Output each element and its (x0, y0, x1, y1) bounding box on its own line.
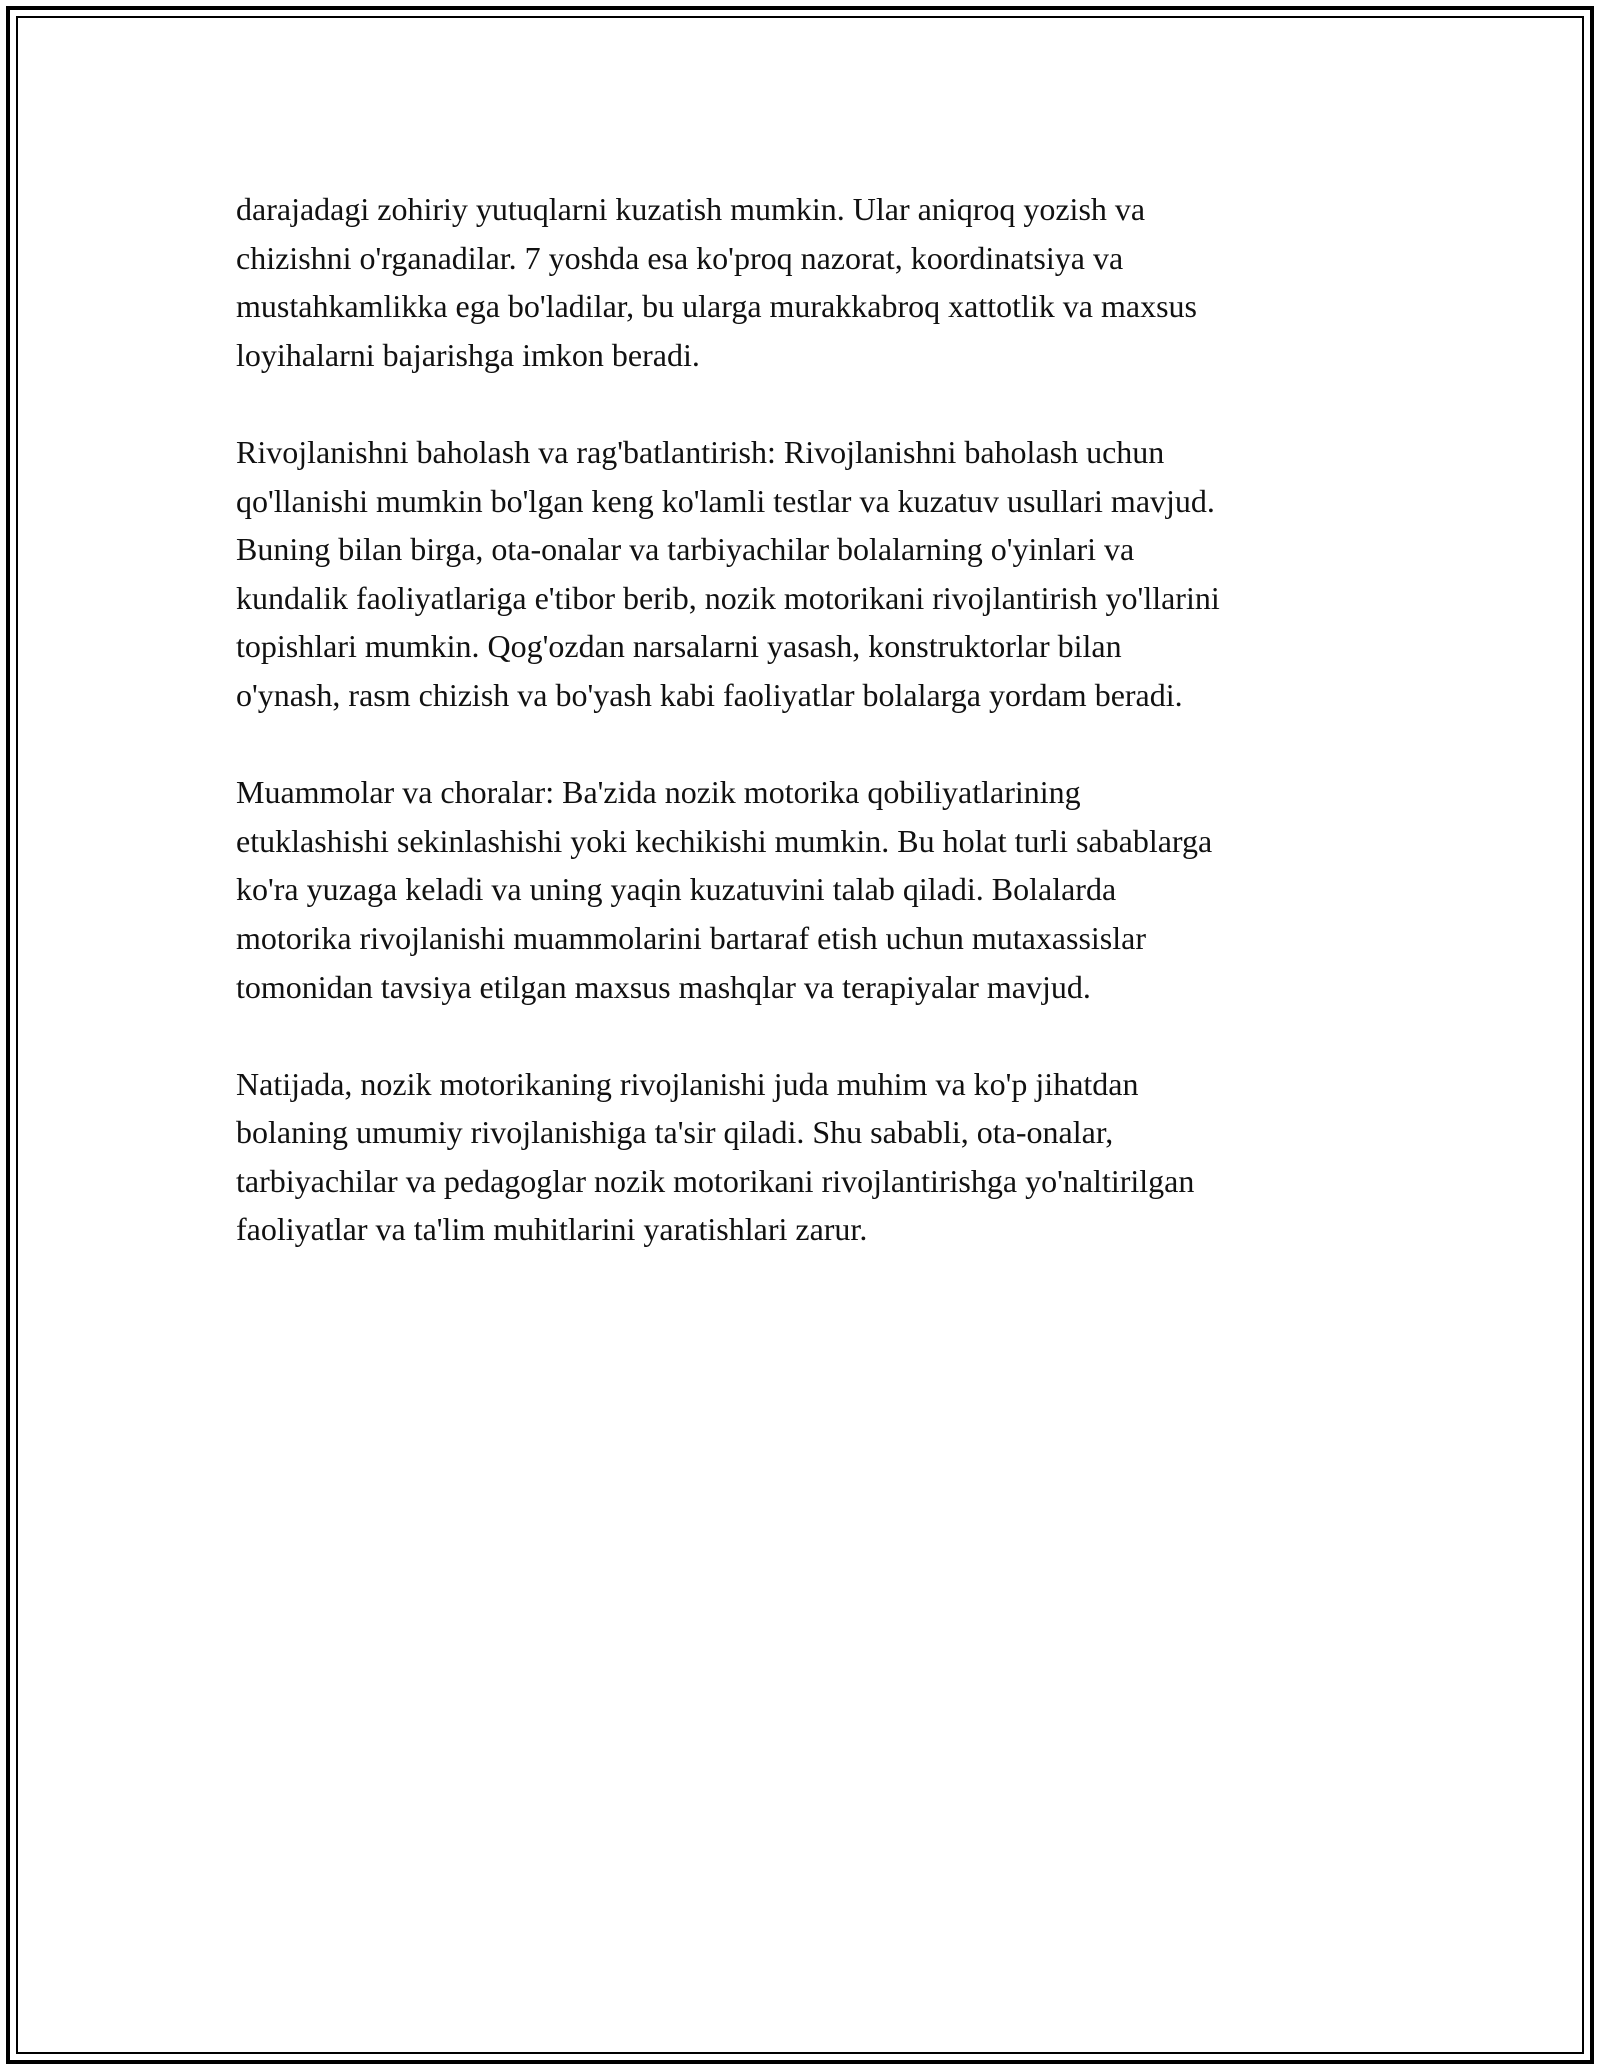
paragraph-conclusion: Natijada, nozik motorikaning rivojlanishi juda muhim va ko'p jihatdan bolaning umumiy rivojlanishiga ta'sir qiladi. Shu sababli, ota-onalar, tarbiyachilar va pedagoglar nozik motorikani rivojlantirishga yo'naltirilgan faoliyatlar va ta'lim muhitlarini yaratishlari zarur. (236, 1065, 1195, 1248)
paragraph-assessment: Rivojlanishni baholash va rag'batlantirish: Rivojlanishni baholash uchun qo'llanishi mumkin bo'lgan keng ko'lamli testlar va kuzatuv usullari mavjud. Buning bilan birga, ota-onalar va tarbiyachilar bolalarning o'yinlari va kundalik faoliyatlariga e'tibor berib, nozik motorikani rivojlantirish yo'llarini topishlari mumkin. Qog'ozdan narsalarni yasash, konstruktorlar bilan o'ynash, rasm chizish va bo'yash kabi faoliyatlar bolalarga yordam beradi. (236, 433, 1220, 713)
paragraph-development-progress: darajadagi zohiriy yutuqlarni kuzatish mumkin. Ular aniqroq yozish va chizishni o'rganadilar. 7 yoshda esa ko'proq nazorat, koordinatsiya va mustahkamlikka ega bo'ladilar, bu ularga murakkabroq xattotlik va maxsus loyihalarni bajarishga imkon beradi. (236, 191, 1197, 373)
document-body (236, 185, 1366, 1303)
paragraph-problems: Muammolar va choralar: Ba'zida nozik motorika qobiliyatlarining etuklashishi sekinlashishi yoki kechikishi mumkin. Bu holat turli sabablarga ko'ra yuzaga keladi va uning yaqin kuzatuvini talab qiladi. Bolalarda motorika rivojlanishi muammolarini bartaraf etish uchun mutaxassislar tomonidan tavsiya etilgan maxsus mashqlar va terapiyalar mavjud. (236, 774, 1213, 1005)
